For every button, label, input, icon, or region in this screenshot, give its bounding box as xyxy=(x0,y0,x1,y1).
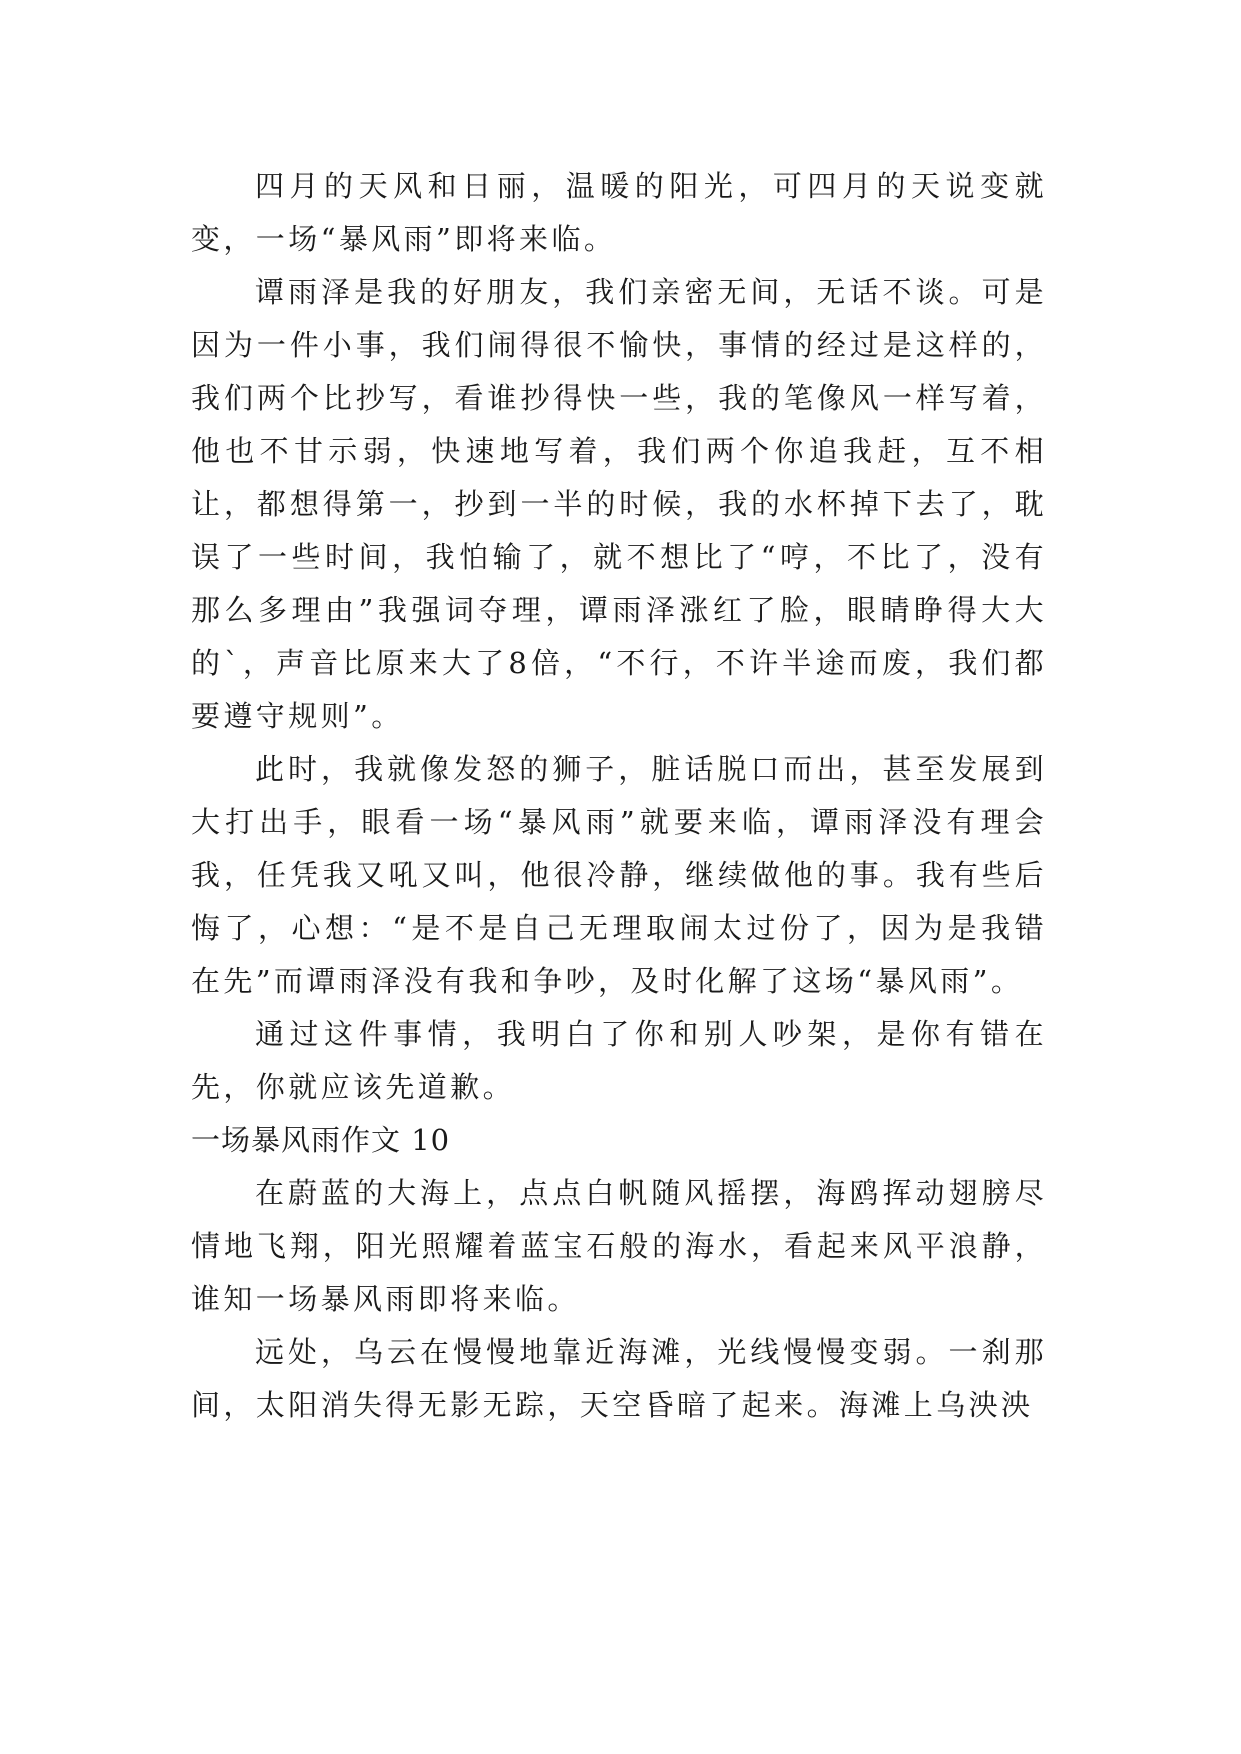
document-body xyxy=(191,160,1047,1432)
paragraph-1: 四月的天风和日丽，温暖的阳光，可四月的天说变就变，一场“暴风雨”即将来临。 xyxy=(191,169,1047,256)
paragraph-5: 在蔚蓝的大海上，点点白帆随风摇摆，海鸥挥动翅膀尽情地飞翔，阳光照耀着蓝宝石般的海水，看起来风平浪静，谁知一场暴风雨即将来临。 xyxy=(191,1176,1047,1316)
paragraph-6: 远处，乌云在慢慢地靠近海滩，光线慢慢变弱。一刹那间，太阳消失得无影无踪，天空昏暗了起来。海滩上乌泱泱 xyxy=(191,1335,1047,1422)
paragraph-2: 谭雨泽是我的好朋友，我们亲密无间，无话不谈。可是因为一件小事，我们闹得很不愉快，事情的经过是这样的，我们两个比抄写，看谁抄得快一些，我的笔像风一样写着，他也不甘示弱，快速地写着，我们两个你追我赶，互不相让，都想得第一，抄到一半的时候，我的水杯掉下去了，耽误了一些时间，我怕输了，就不想比了“哼，不比了，没有那么多理由”我强词夺理，谭雨泽涨红了脸，眼睛睁得大大的`，声音比原来大了8倍，“不行，不许半途而废，我们都要遵守规则”。 xyxy=(191,275,1047,733)
paragraph-4: 通过这件事情，我明白了你和别人吵架，是你有错在先，你就应该先道歉。 xyxy=(191,1017,1047,1104)
section-title: 一场暴风雨作文 10 xyxy=(191,1123,451,1157)
paragraph-3: 此时，我就像发怒的狮子，脏话脱口而出，甚至发展到大打出手，眼看一场“暴风雨”就要来临，谭雨泽没有理会我，任凭我又吼又叫，他很冷静，继续做他的事。我有些后悔了，心想：“是不是自己无理取闹太过份了，因为是我错在先”而谭雨泽没有我和争吵，及时化解了这场“暴风雨”。 xyxy=(191,752,1047,998)
